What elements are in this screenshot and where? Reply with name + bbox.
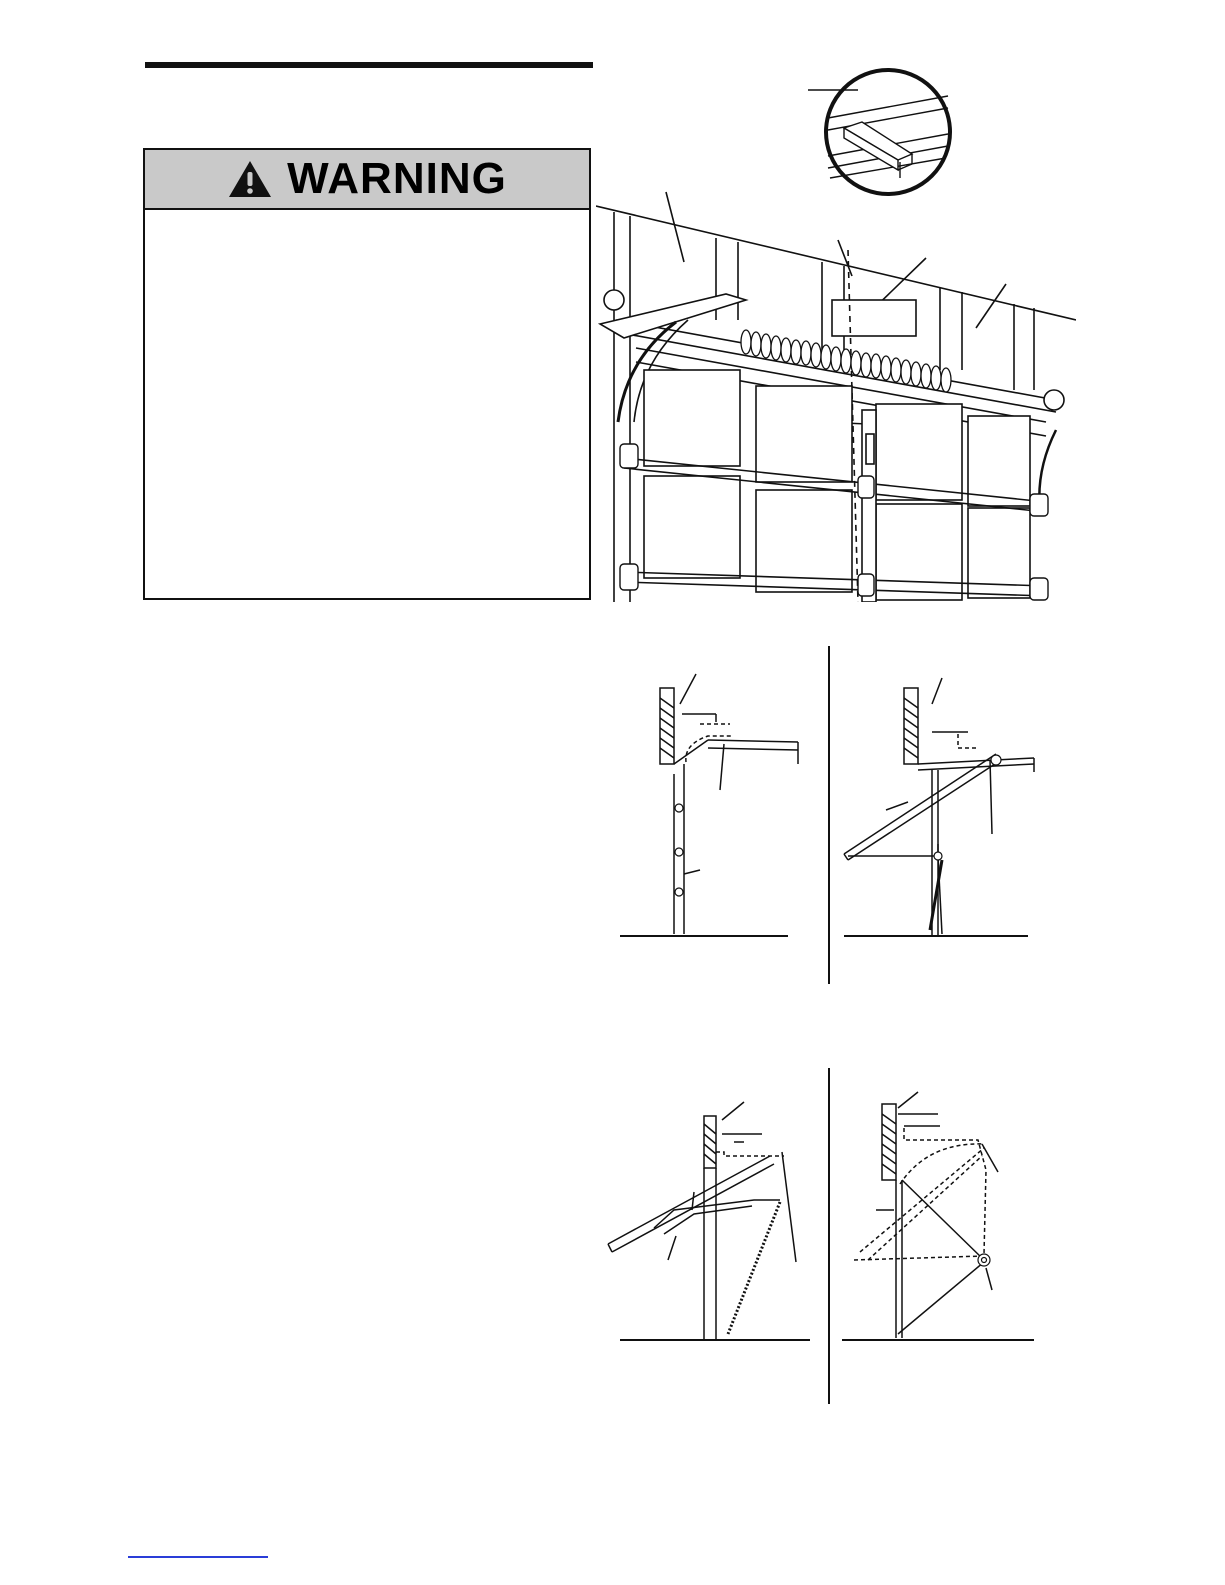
figure-divider-bottom (828, 1068, 830, 1404)
one-piece-door-track-side-view-figure (838, 664, 1038, 944)
warning-header (145, 150, 589, 210)
warning-title: WARNING (287, 154, 507, 203)
warning-triangle-icon (227, 159, 273, 199)
header-bracket-detail-figure (800, 60, 960, 200)
one-piece-door-pivot-side-view-figure (838, 1084, 1038, 1354)
warning-box (143, 148, 591, 600)
figure-divider-top (828, 646, 830, 984)
one-piece-door-jamb-side-view-figure (604, 1090, 820, 1350)
section-rule (145, 62, 593, 68)
garage-door-header-figure (596, 190, 1076, 602)
warning-body (145, 211, 589, 598)
footer-link-underline[interactable] (128, 1556, 268, 1558)
sectional-door-side-view-figure (612, 664, 812, 944)
